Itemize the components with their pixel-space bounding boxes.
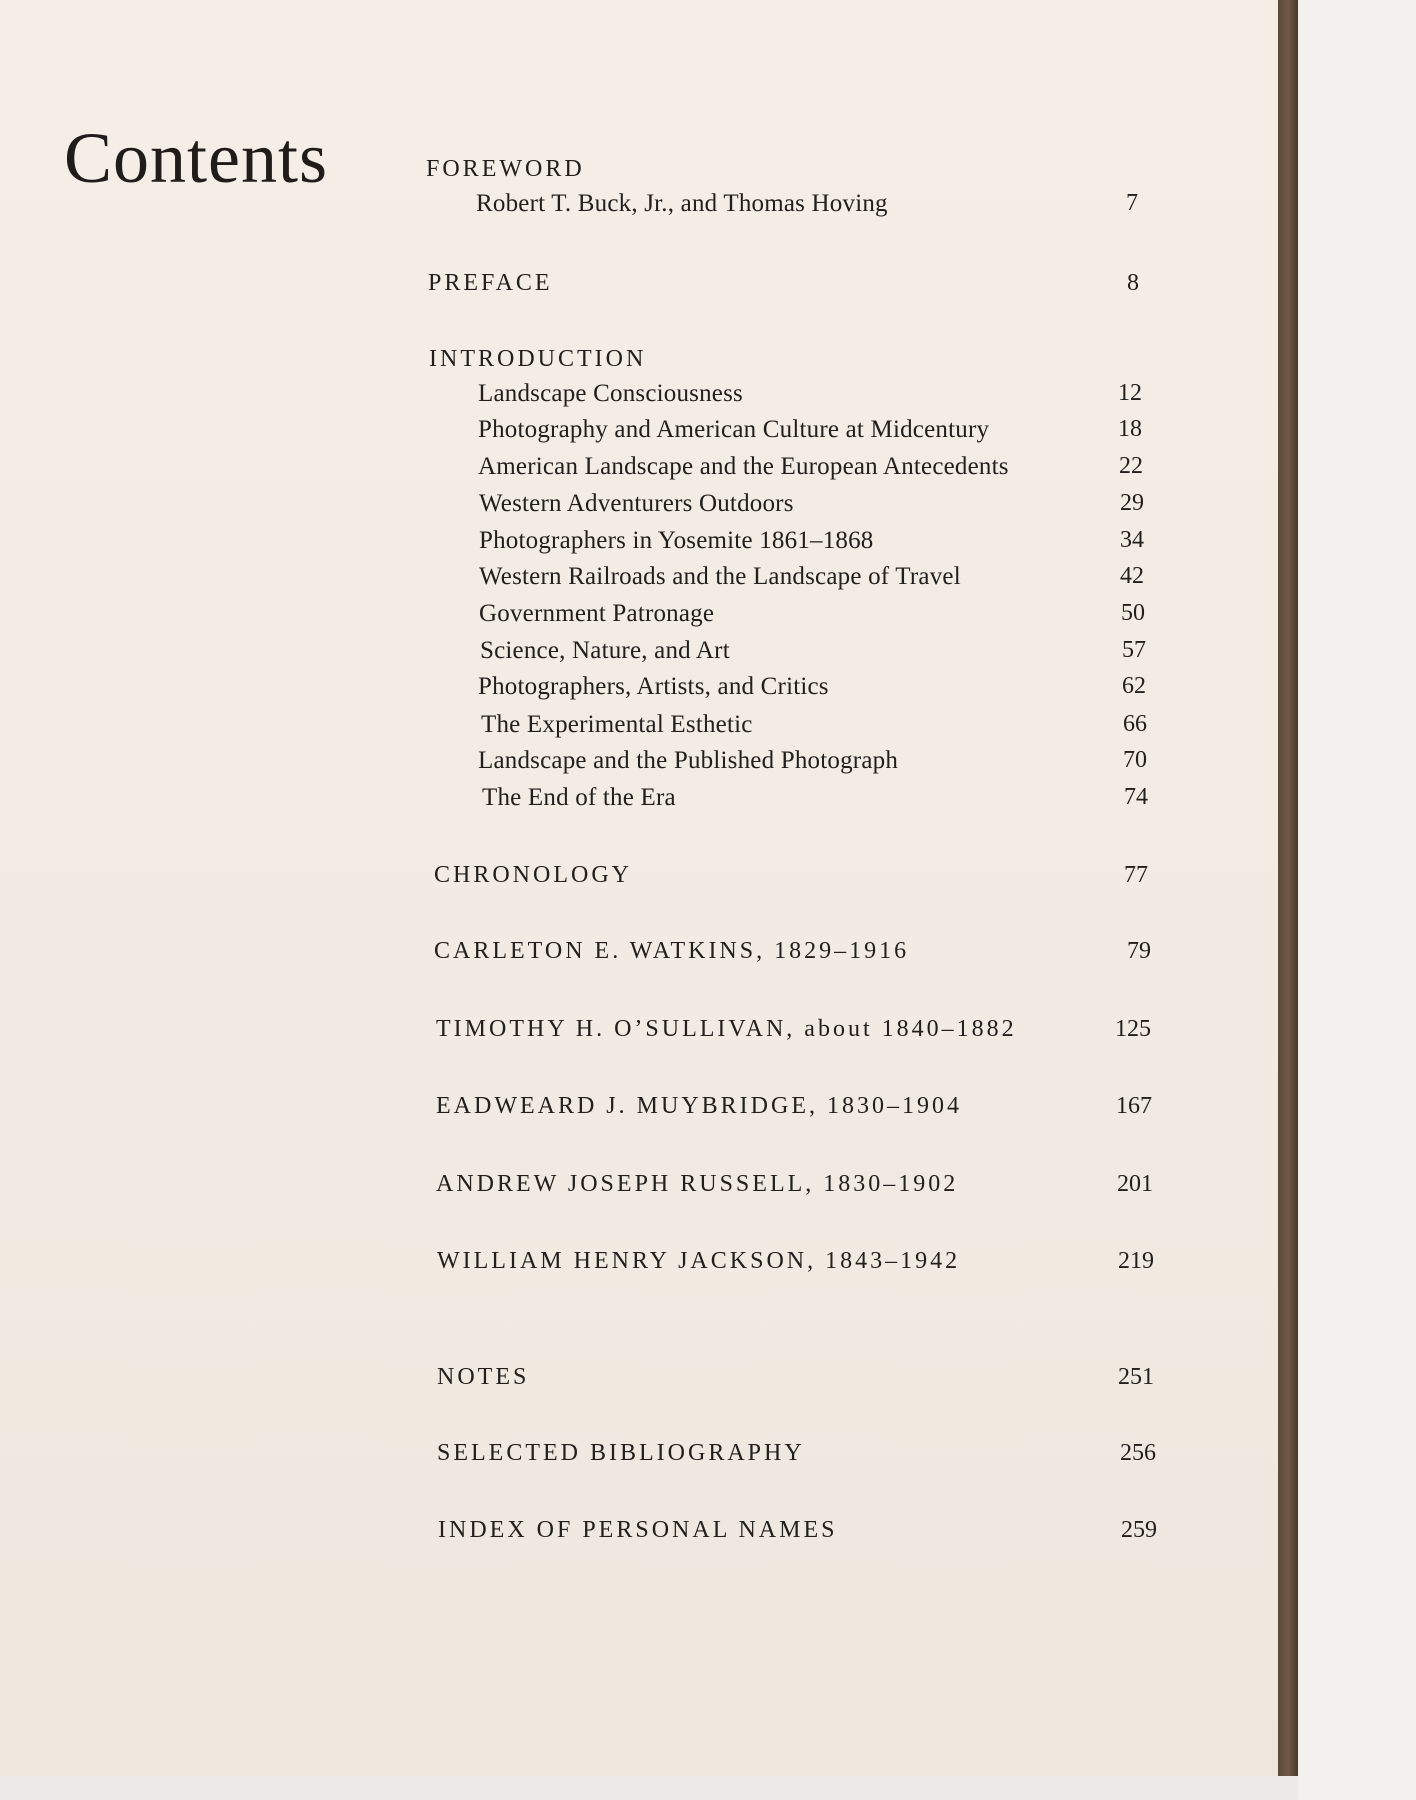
contents-heading: Contents [64,118,329,198]
toc-page-number: 201 [1117,1171,1153,1197]
toc-entry-title: Science, Nature, and Art [480,637,730,664]
toc-page-number: 219 [1118,1248,1154,1274]
toc-entry-title: Robert T. Buck, Jr., and Thomas Hoving [476,190,888,217]
toc-entry-bibliography [0,1440,1278,1476]
toc-entry-introduction-part [0,673,1278,709]
toc-entry-introduction-part [0,600,1278,636]
toc-entry-title: Western Railroads and the Landscape of Travel [479,563,961,590]
toc-page-number: 18 [1118,416,1142,442]
toc-entry-introduction-part [0,490,1278,526]
toc-page-number: 42 [1120,563,1144,589]
toc-entry-title: The End of the Era [482,784,676,811]
toc-entry-title: Photographers, Artists, and Critics [478,673,829,700]
toc-page-number: 70 [1123,747,1147,773]
toc-entry-chronology [0,862,1278,898]
toc-entry-watkins [0,938,1278,974]
toc-entry-title: INTRODUCTION [429,346,647,372]
toc-page-number: 12 [1118,380,1142,406]
toc-page-number: 50 [1121,600,1145,626]
toc-entry-title: NOTES [437,1364,530,1390]
toc-entry-introduction-part [0,453,1278,489]
toc-entry-title: Landscape and the Published Photograph [478,747,899,774]
toc-page-number: 34 [1120,527,1144,553]
background-bottom [0,1776,1298,1800]
toc-page-number: 66 [1123,711,1147,737]
toc-entry-introduction-part [0,711,1278,747]
toc-entry-title: ANDREW JOSEPH RUSSELL, 1830–1902 [436,1171,959,1197]
toc-entry-foreword [0,156,1278,192]
toc-entry-title: Western Adventurers Outdoors [479,490,794,517]
toc-entry-title: CHRONOLOGY [434,862,632,888]
toc-entry-title: INDEX OF PERSONAL NAMES [438,1517,838,1543]
toc-page-number: 125 [1115,1016,1151,1042]
background-edge [1298,0,1416,1800]
toc-page-number: 57 [1122,637,1146,663]
toc-entry-title: CARLETON E. WATKINS, 1829–1916 [434,938,910,964]
toc-page-number: 8 [1127,270,1139,296]
toc-page-number: 259 [1121,1517,1157,1543]
toc-entry-title: Photography and American Culture at Midcentury [478,416,990,443]
toc-entry-title: TIMOTHY H. O’SULLIVAN, about 1840–1882 [436,1016,1017,1042]
toc-page-number: 167 [1116,1093,1152,1119]
toc-page-number: 62 [1122,673,1146,699]
toc-entry-jackson [0,1248,1278,1284]
toc-entry-introduction-part [0,416,1278,452]
toc-entry-title: PREFACE [428,270,553,296]
toc-page-number: 251 [1118,1364,1154,1390]
toc-entry-introduction-part [0,784,1278,820]
toc-entry-notes [0,1364,1278,1400]
toc-entry-title: WILLIAM HENRY JACKSON, 1843–1942 [437,1248,961,1274]
toc-page-number: 256 [1120,1440,1156,1466]
toc-entry-title: EADWEARD J. MUYBRIDGE, 1830–1904 [436,1093,962,1119]
toc-entry-title: Government Patronage [479,600,715,627]
toc-entry-introduction-part [0,747,1278,783]
toc-page-number: 7 [1126,190,1138,216]
toc-entry-index [0,1517,1278,1553]
toc-page-number: 22 [1119,453,1143,479]
toc-page-number: 74 [1124,784,1148,810]
toc-entry-introduction [0,346,1278,382]
toc-entry-title: FOREWORD [426,156,585,182]
toc-entry-russell [0,1171,1278,1207]
toc-entry-title: Photographers in Yosemite 1861–1868 [479,527,874,554]
toc-entry-foreword-author [0,190,1278,226]
toc-entry-introduction-part [0,637,1278,673]
toc-entry-introduction-part [0,563,1278,599]
toc-entry-introduction-part [0,527,1278,563]
toc-entry-muybridge [0,1093,1278,1129]
toc-entry-title: American Landscape and the European Antecedents [478,453,1009,480]
toc-page-number: 77 [1124,862,1148,888]
toc-page-number: 29 [1120,490,1144,516]
toc-entry-introduction-part [0,380,1278,416]
toc-entry-osullivan [0,1016,1278,1052]
toc-entry-title: SELECTED BIBLIOGRAPHY [437,1440,805,1466]
book-cover-board [1278,0,1298,1776]
toc-entry-title: Landscape Consciousness [478,380,743,407]
toc-entry-title: The Experimental Esthetic [481,711,753,738]
toc-entry-preface [0,270,1278,306]
toc-page-number: 79 [1127,938,1151,964]
